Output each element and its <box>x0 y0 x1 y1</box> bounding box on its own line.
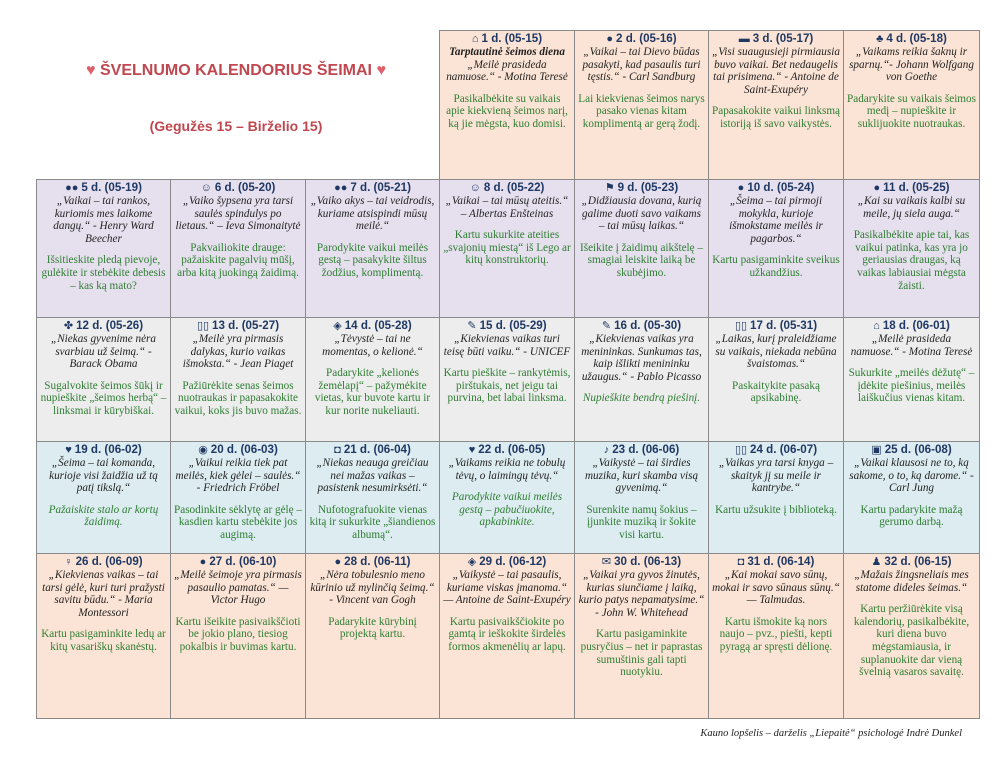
day-heading <box>443 319 571 333</box>
speech-bubble-icon: ● <box>199 556 207 568</box>
running-figure-icon: ⚑ <box>604 182 615 194</box>
ice-cream-icon: ♀ <box>64 556 73 568</box>
day-heading <box>40 555 167 569</box>
day-activity: Nupieškite bendrą piešinį. <box>582 392 701 405</box>
day-heading <box>174 443 302 457</box>
day-label: 29 d. (06-12) <box>479 555 547 568</box>
camera-icon: ◘ <box>334 444 341 456</box>
day-cell <box>574 30 709 180</box>
world-map-icon: ◈ <box>467 556 477 568</box>
day-cell <box>305 553 440 719</box>
car-icon: ▬ <box>738 33 750 45</box>
day-quote: „Mažais žingsneliais mes statome dideles šeimas.“ <box>854 569 969 594</box>
day-cell <box>439 179 575 318</box>
book-icon: ▯▯ <box>734 444 748 456</box>
day-cell <box>170 179 306 318</box>
day-quote: „Meilė šeimoje yra pirmasis pasaulio pamatas.“ — Victor Hugo <box>174 569 302 607</box>
day-heading <box>847 181 976 195</box>
apple-icon: ● <box>737 182 745 194</box>
day-label: 16 d. (05-30) <box>614 319 682 332</box>
footer-credit: Kauno lopšelis – darželis „Liepaitė“ psichologė Indrė Dunkel <box>700 728 962 739</box>
day-quote: „Šeima – tai komanda, kurioje visi žaidžia už tą patį tikslą.“ <box>49 457 158 495</box>
book-icon: ▯▯ <box>196 320 210 332</box>
day-label: 22 d. (06-05) <box>478 443 546 456</box>
day-activity: Pažiūrėkite senas šeimos nuotraukas ir papasakokite vaikui, koks jis buvo mažas. <box>174 379 302 417</box>
day-heading <box>40 181 167 195</box>
day-activity: Kartu išmokite ką nors naujo – pvz., piešti, kepti pyragą ar spręsti dėlionę. <box>719 615 833 653</box>
day-label: 20 d. (06-03) <box>210 443 278 456</box>
day-cell <box>574 179 709 318</box>
day-heading <box>174 555 302 569</box>
day-cell <box>708 317 844 442</box>
day-cell <box>708 179 844 318</box>
day-quote: „Kai mokai savo sūnų, mokai ir savo sūnaus sūnų.“ — Talmudas. <box>712 569 840 607</box>
day-cell <box>305 179 440 318</box>
day-quote: „Meilė yra pirmasis dalykas, kurio vaikas išmoksta.“ - Jean Piaget <box>182 333 294 371</box>
day-heading <box>712 181 840 195</box>
day-activity: Kartu pasigaminkite pusryčius – net ir paprastas sumuštinis gali tapti nuotykiu. <box>580 628 703 679</box>
day-heading <box>443 181 571 195</box>
day-cell <box>36 441 171 554</box>
day-label: 2 d. (05-16) <box>616 32 677 45</box>
day-label: 25 d. (06-08) <box>884 443 952 456</box>
day-quote: „Vaikai – tai mūsų ateitis.“ – Albertas Enšteinas <box>445 195 569 220</box>
calendar-title-text: ŠVELNUMO KALENDORIUS ŠEIMAI <box>99 62 372 79</box>
day-cell <box>170 441 306 554</box>
binoculars-icon: ●● <box>65 182 79 194</box>
day-activity: Pakvailiokite drauge: pažaiskite pagalvių mūšį, arba kitą juokingą žaidimą. <box>177 241 299 279</box>
day-heading <box>40 443 167 457</box>
calendar-grid <box>36 30 979 718</box>
day-label: 32 d. (06-15) <box>884 555 952 568</box>
day-cell <box>708 553 844 719</box>
day-cell <box>843 30 980 180</box>
day-label: 30 d. (06-13) <box>614 555 682 568</box>
day-cell <box>843 553 980 719</box>
day-label: 11 d. (05-25) <box>883 181 950 194</box>
day-quote: „Vaikai – tai rankos, kuriomis mes laikome dangų.“ - Henry Ward Beecher <box>53 195 154 245</box>
day-label: 14 d. (05-28) <box>344 319 412 332</box>
day-activity: Sugalvokite šeimos šūkį ir nupieškite „šeimos herbą“ – linksmai ir kūrybiškai. <box>40 379 167 417</box>
day-cell <box>170 553 306 719</box>
day-heading <box>712 32 840 46</box>
day-quote: „Meilė prasideda namuose.“ - Motina Teresė <box>446 58 568 84</box>
day-label: 3 d. (05-17) <box>752 32 814 45</box>
day-quote: „Kai su vaikais kalbi su meile, jų siela auga.“ <box>857 195 966 220</box>
day-label: 13 d. (05-27) <box>212 319 280 332</box>
day-heading <box>847 319 976 333</box>
day-quote: „Vaiko akys – tai veidrodis, kuriame atsispindi mūsų meilė.“ <box>310 195 435 233</box>
day-cell <box>574 553 709 719</box>
day-quote: „Laikas, kurį praleidžiame su vaikais, niekada nebūna švaistomas.“ <box>715 333 837 371</box>
heart-icon: ♥ <box>65 444 72 456</box>
day-heading <box>309 555 436 569</box>
day-heading <box>578 181 705 195</box>
day-label: 6 d. (05-20) <box>214 181 276 194</box>
day-quote: „Tėvystė – tai ne momentas, o kelionė.“ <box>322 333 423 358</box>
day-activity: Kartu išeikite pasivaikščioti be jokio plano, tiesiog pokalbis ir buvimas kartu. <box>175 615 301 653</box>
day-label: 26 d. (06-09) <box>75 555 143 568</box>
day-activity: Išeikite į žaidimų aikštelę – smagiai leiskite laiką be skubėjimo. <box>579 241 704 279</box>
envelope-icon: ✉ <box>601 556 612 568</box>
day-activity: Papasakokite vaikui linksmą istoriją iš savo vaikystės. <box>712 105 841 130</box>
day-cell <box>36 317 171 442</box>
day-quote: „Šeima – tai pirmoji mokykla, kurioje išmokstame meilės ir pagarbos.“ <box>729 195 823 245</box>
heart-icon: ♥ <box>86 62 96 79</box>
day-heading <box>309 181 436 195</box>
day-quote: „Vaikams reikia ne tobulų tėvų, o laimingų tėvų.“ <box>448 457 566 482</box>
speech-bubble-icon: ● <box>606 33 614 45</box>
day-cell <box>708 441 844 554</box>
day-quote: „Didžiausia dovana, kurią galime duoti savo vaikams – tai mūsų laikas.“ <box>581 195 702 233</box>
day-label: 21 d. (06-04) <box>343 443 411 456</box>
day-label: 4 d. (05-18) <box>886 32 947 45</box>
day-activity: Kartu pasigaminkite sveikus užkandžius. <box>712 254 840 279</box>
day-cell <box>574 317 709 442</box>
day-heading <box>712 319 840 333</box>
day-label: 9 d. (05-23) <box>617 181 679 194</box>
day-label: 10 d. (05-24) <box>747 181 815 194</box>
day-activity: Padarykite su vaikais šeimos medį – nupieškite ir suklijuokite nuotraukas. <box>847 92 976 130</box>
day-label: 19 d. (06-02) <box>74 443 142 456</box>
day-cell <box>574 441 709 554</box>
day-heading <box>578 319 705 333</box>
day-heading <box>578 443 705 457</box>
day-heading <box>309 319 436 333</box>
day-activity: Išsitieskite pledą pievoje, gulėkite ir stebėkite debesis – kas ką mato? <box>41 254 166 292</box>
day-cell <box>439 30 575 180</box>
day-label: 24 d. (06-07) <box>750 443 818 456</box>
day-quote: „Kiekvienas vaikas yra menininkas. Sunkumas tas, kaip išlikti menininku užaugus.“ - Pablo Picasso <box>581 333 702 383</box>
speech-bubble-icon: ● <box>873 182 881 194</box>
day-cell <box>843 179 980 318</box>
day-cell <box>439 553 575 719</box>
day-quote: „Vaikai yra gyvos žinutės, kurias siunčiame į laiką, kurio patys nepamatysime.“ - John W. Whitehead <box>578 569 705 619</box>
day-activity: Kartu sukurkite ateities „svajonių miestą“ iš Lego ar kitų konstruktorių. <box>443 229 571 267</box>
book-icon: ▯▯ <box>734 320 748 332</box>
day-label: 7 d. (05-21) <box>350 181 411 194</box>
day-cell <box>843 317 980 442</box>
day-activity: Pažaiskite stalo ar kortų žaidimą. <box>48 503 159 529</box>
day-activity: Pasikalbėkite su vaikais apie kiekvieną šeimos narį, ką jie mėgsta, kuo domisi. <box>446 92 568 130</box>
day-quote: „Vaikystė – tai pasaulis, kuriame viskas įmanoma.“ — Antoine de Saint-Exupéry <box>443 569 571 607</box>
day-cell <box>439 441 575 554</box>
day-quote: „Visi suaugusieji pirmiausia buvo vaikai. Bet nedaugelis tai prisimena.“ - Antoine de Saint-Exupéry <box>712 46 840 96</box>
house-icon: ⌂ <box>873 320 880 332</box>
day-label: 18 d. (06-01) <box>882 319 950 332</box>
day-activity: Nufotografuokite vienas kitą ir sukurkite „šiandienos albumą“. <box>309 503 436 541</box>
heart-icon: ♥ <box>376 62 386 79</box>
day-quote: „Vaikai klausosi ne to, ką sakome, o to, ką darome.“ - Carl Jung <box>849 457 974 495</box>
day-heading <box>309 443 436 457</box>
day-headline: Tarptautinė šeimos diena <box>449 46 565 58</box>
day-label: 31 d. (06-14) <box>747 555 815 568</box>
day-activity: Kartu pieškite – rankytėmis, pirštukais, net jeigu tai purvina, bet labai linksma. <box>443 367 571 405</box>
day-activity: Pasikalbėkite apie tai, kas vaikui patinka, kas yra jo geriausias draugas, ką vaikas labiausiai mėgsta žaisti. <box>853 229 970 292</box>
day-label: 23 d. (06-06) <box>612 443 680 456</box>
day-quote: „Kiekvienas vaikas turi teisę būti vaiku.“ - UNICEF <box>443 333 571 358</box>
smile-icon: ☺ <box>200 182 212 194</box>
palette-icon: ✎ <box>601 320 612 332</box>
day-quote: „Vaikas yra tarsi knyga – skaityk jį su meile ir kantrybe.“ <box>718 457 834 495</box>
day-heading <box>712 555 840 569</box>
day-label: 1 d. (05-15) <box>481 32 543 45</box>
day-cell <box>36 179 171 318</box>
day-quote: „Kiekvienas vaikas – tai tarsi gėlė, kuri turi pražysti savitu būdu.“ - Maria Montessori <box>42 569 165 619</box>
day-quote: „Nėra tobulesnio meno kūrinio už mylinčią šeimą.“ - Vincent van Gogh <box>310 569 435 607</box>
day-heading <box>174 181 302 195</box>
balloon-icon: ● <box>334 556 342 568</box>
day-heading <box>712 443 840 457</box>
smile-icon: ☺ <box>469 182 481 194</box>
day-quote: „Niekas neauga greičiau nei mažas vaikas – pasistenk nesumirksėti.“ <box>316 457 429 495</box>
family-icon: ✤ <box>63 320 74 332</box>
palette-icon: ✎ <box>467 320 477 332</box>
day-heading <box>578 32 705 46</box>
calendar-date-range: (Gegužės 15 – Birželio 15) <box>149 118 323 134</box>
day-heading <box>847 443 976 457</box>
sun-icon: ◉ <box>198 444 208 456</box>
day-heading <box>847 555 976 569</box>
day-activity: Kartu padarykite mažą gerumo darbą. <box>860 503 963 529</box>
day-label: 17 d. (05-31) <box>750 319 818 332</box>
day-activity: Lai kiekvienas šeimos narys pasako vienas kitam komplimentą ar gerą žodį. <box>578 92 705 130</box>
day-label: 5 d. (05-19) <box>81 181 142 194</box>
day-quote: „Vaikui reikia tiek pat meilės, kiek gėlei – saulės.“ - Friedrich Fröbel <box>175 457 301 495</box>
day-heading <box>174 319 302 333</box>
day-activity: Surenkite namų šokius – įjunkite muziką ir šokite visi kartu. <box>586 503 697 541</box>
day-cell <box>708 30 844 180</box>
day-label: 28 d. (06-11) <box>344 555 411 568</box>
day-quote: „Vaikai – tai Dievo būdas pasakyti, kad pasaulis turi tęstis.“ - Carl Sandburg <box>582 46 701 84</box>
day-cell <box>36 553 171 719</box>
day-quote: „Vaikams reikia šaknų ir sparnų.“- Johann Wolfgang von Goethe <box>849 46 974 84</box>
day-heading <box>40 319 167 333</box>
music-note-icon: ♪ <box>603 444 610 456</box>
day-activity: Padarykite „kelionės žemėlapį“ – pažymėkite vietas, kur buvote kartu ir kur norite nukeliauti. <box>314 367 431 417</box>
day-activity: Parodykite vaikui meilės gestą – pabučiuokite, apkabinkite. <box>451 491 563 529</box>
day-activity: Paskaitykite pasaką apsikabinę. <box>732 379 820 405</box>
day-label: 12 d. (05-26) <box>76 319 144 332</box>
day-activity: Parodykite vaikui meilės gestą – pasakykite šiltus žodžius, komplimentą. <box>316 241 429 279</box>
day-quote: „Vaiko šypsena yra tarsi saulės spindulys po lietaus.“ – Ieva Simonaitytė <box>175 195 301 233</box>
day-activity: Pasodinkite sėklytę ar gėlę – kasdien kartu stebėkite jos augimą. <box>174 503 303 541</box>
day-label: 15 d. (05-29) <box>479 319 547 332</box>
house-icon: ⌂ <box>471 33 479 45</box>
day-activity: Kartu peržiūrėkite visą kalendorių, pasikalbėkite, kuri diena buvo mėgstamiausia, ir suplanuokite dar vieną švelnią vasaros savaitę. <box>853 603 970 679</box>
heart-icon: ♥ <box>468 444 476 456</box>
camera-icon: ◘ <box>737 556 745 568</box>
day-quote: „Meilė prasideda namuose.“ - Motina Teresė <box>850 333 973 358</box>
person-icon: ♟ <box>871 556 882 568</box>
day-cell <box>439 317 575 442</box>
day-activity: Padarykite kūrybinį projektą kartu. <box>328 615 417 641</box>
day-activity: Sukurkite „meilės dėžutę“ – įdėkite piešinius, meilės laiškučius vienas kitam. <box>848 367 975 405</box>
day-cell <box>843 441 980 554</box>
day-cell <box>305 441 440 554</box>
day-activity: Kartu užsukite į biblioteką. <box>715 503 837 516</box>
day-heading <box>578 555 705 569</box>
day-label: 27 d. (06-10) <box>209 555 277 568</box>
day-quote: „Niekas gyvenime nėra svarbiau už šeimą.“ - Barack Obama <box>50 333 156 371</box>
day-heading <box>443 32 571 46</box>
day-cell <box>305 317 440 442</box>
day-cell <box>170 317 306 442</box>
day-activity: Kartu pasivaikščiokite po gamtą ir ieškokite širdelės formos akmenėlių ar lapų. <box>448 615 566 653</box>
day-activity: Kartu pasigaminkite ledų ar kitų vasariškų skanėstų. <box>41 628 166 653</box>
day-heading <box>847 32 976 46</box>
day-heading <box>443 555 571 569</box>
world-map-icon: ◈ <box>333 320 342 332</box>
day-heading <box>443 443 571 457</box>
binoculars-icon: ●● <box>334 182 348 194</box>
tree-icon: ♣ <box>876 33 884 45</box>
gift-icon: ▣ <box>871 444 882 456</box>
day-quote: „Vaikystė – tai širdies muzika, kuri skamba visą gyvenimą.“ <box>584 457 699 495</box>
day-label: 8 d. (05-22) <box>483 181 545 194</box>
